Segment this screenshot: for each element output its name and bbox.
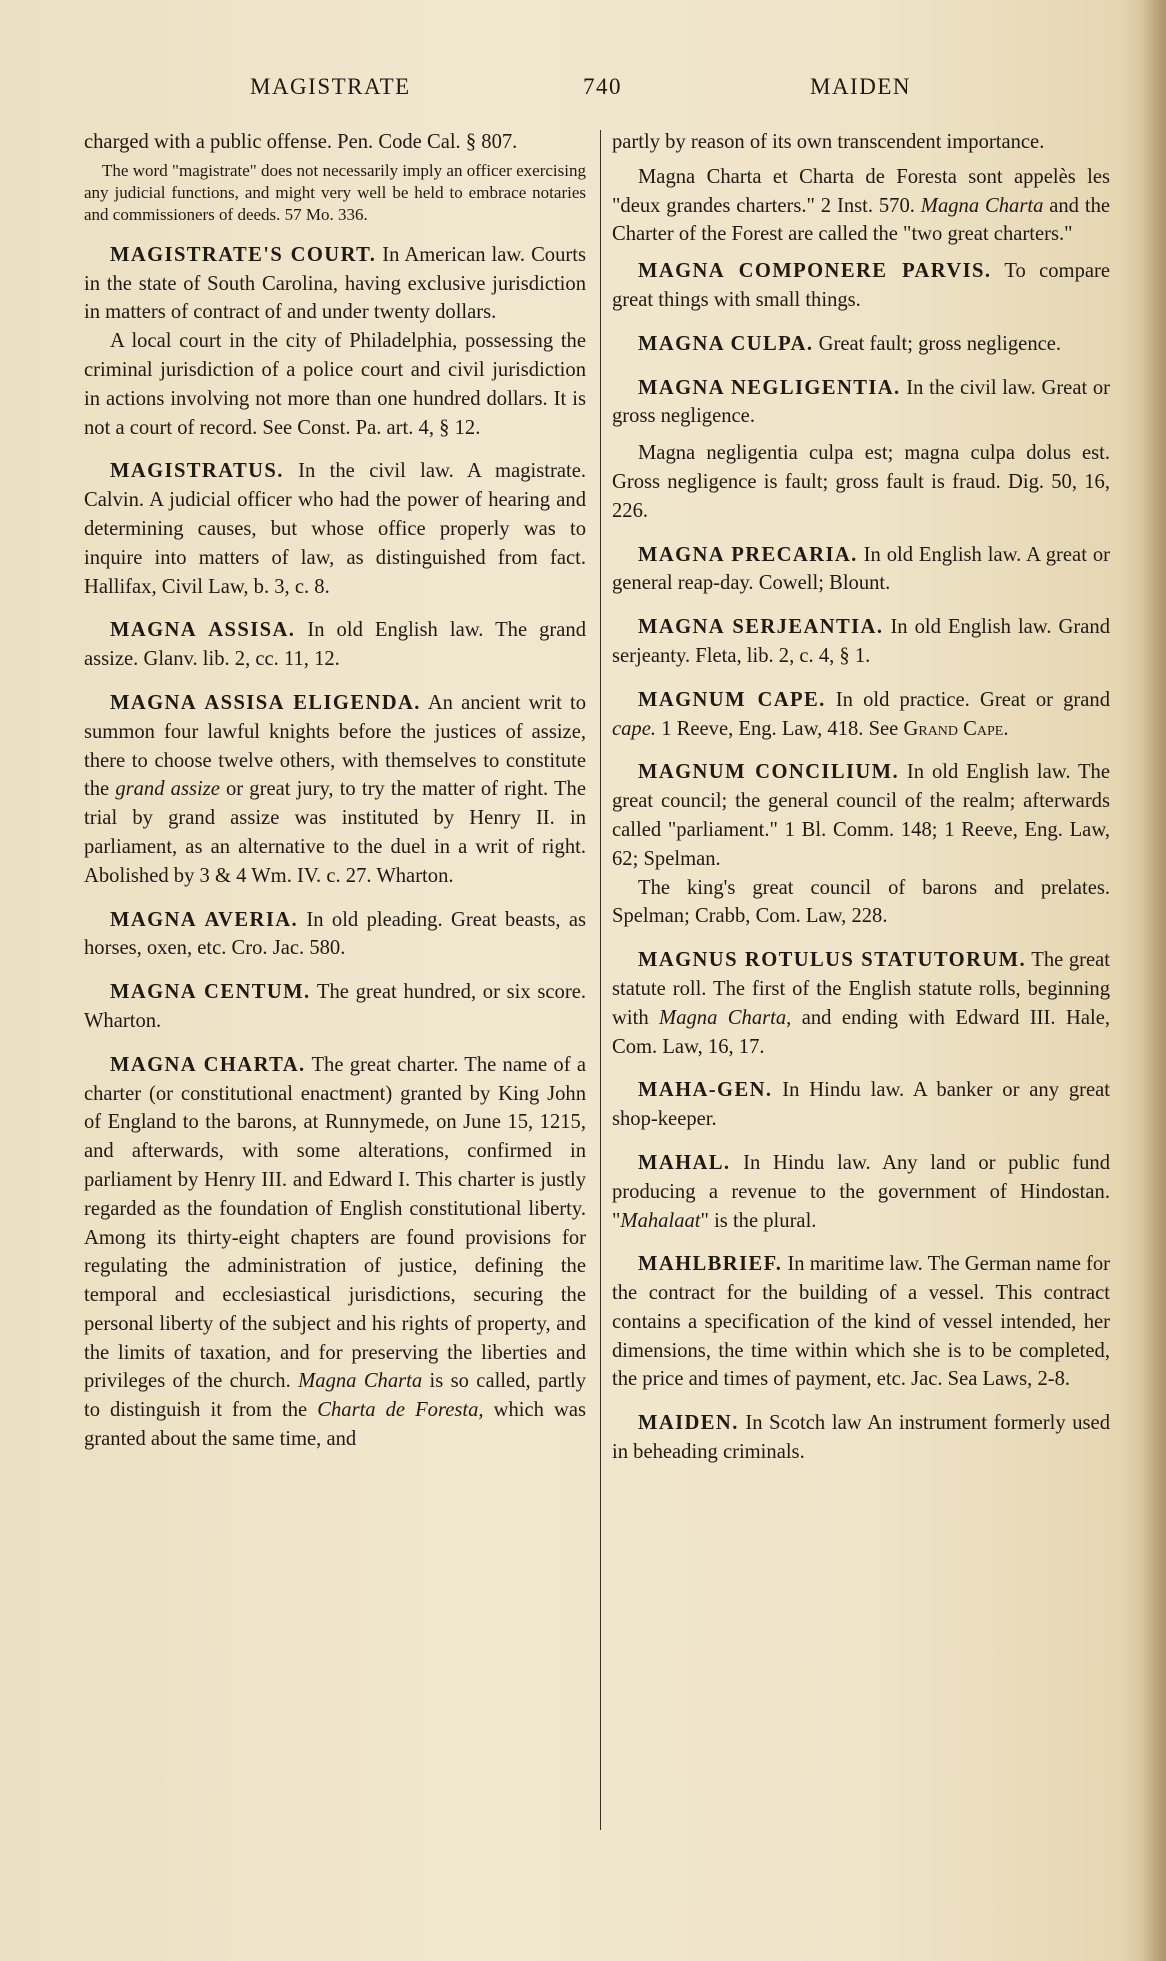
definition-cont: " is the plural. (700, 1209, 817, 1232)
entry-magna-serjeantia (612, 613, 1110, 671)
headword: MAGNA CULPA. (638, 332, 814, 355)
definition: In Hindu law. A banker or any great shop-keeper. (612, 1079, 1110, 1131)
definition-cont: or great jury, to try the matter of right. The trial by grand assize was instituted by Henry II. in parliament, as an alternative to the duel in a writ of right. Abolished by 3 & 4 Wm. IV. c. 27. Wharton. (84, 778, 586, 887)
right-column (612, 128, 1110, 1482)
definition-para: A local court in the city of Philadelphia, possessing the criminal jurisdiction of a police court and civil jurisdiction in actions involving not more than one hundred dollars. It is not a court of record. See Const. Pa. art. 4, § 12. (84, 330, 586, 439)
headword: MAGNA AVERIA. (110, 908, 299, 931)
definition-cont: and ending with Edward III. Hale, Com. Law, 16, 17. (612, 1006, 1110, 1058)
definition: An ancient writ to summon four lawful knights before the justices of assize, there to choose twelve others, with themselves to constitute the (84, 691, 586, 801)
headword: MAGNA PRECARIA. (638, 543, 858, 566)
headword: MAGNA CENTUM. (110, 981, 311, 1004)
running-head-left: MAGISTRATE (250, 74, 411, 99)
headword: MAGNA NEGLIGENTIA. (638, 376, 901, 399)
headword: MAGISTRATE'S COURT. (110, 243, 377, 266)
definition: In old pleading. Great beasts, as horses, oxen, etc. Cro. Jac. 580. (84, 908, 586, 960)
definition: In Scotch law An instrument formerly used in beheading criminals. (612, 1412, 1110, 1464)
entry-magna-assisa (84, 616, 586, 674)
definition: To compare great things with small things. (612, 260, 1111, 311)
page-edge-shadow (1142, 0, 1166, 1961)
left-column (84, 128, 586, 1469)
entry-magnum-cape (612, 686, 1110, 744)
headword: MAGNUM CONCILIUM. (638, 761, 900, 784)
entry-magnum-concilium (612, 758, 1110, 931)
note-text: The word "magistrate" does not necessarily imply an officer exercising any judicial functions, and might very well be held to embrace notaries and commissioners of deeds. 57 Mo. 336. (84, 160, 586, 224)
cross-reference: Grand Cape. (903, 717, 1009, 740)
definition-cont: is so called, partly to distinguish it from the (84, 1370, 586, 1422)
definition-italic: Charta de Foresta, (317, 1399, 484, 1422)
entry-magna-charta (84, 1051, 586, 1454)
headword: MAGISTRATUS. (110, 460, 284, 483)
entry-magnus-rotulus-statutorum (612, 946, 1110, 1061)
entry-magna-precaria (612, 541, 1110, 599)
column-divider (600, 130, 601, 1830)
definition-italic: Mahalaat (620, 1209, 701, 1232)
definition: In American law. Courts in the state of South Carolina, having exclusive jurisdiction in matters of contract of and under twenty dollars. (84, 243, 586, 324)
continued-text: charged with a public offense. Pen. Code Cal. § 807. (84, 131, 518, 153)
headword: MAGNUS ROTULUS STATUTORUM. (638, 949, 1026, 972)
entry-maha-gen (612, 1076, 1110, 1134)
headword: MAGNA CHARTA. (110, 1053, 306, 1076)
continued-italic: Magna Charta (920, 194, 1044, 217)
headword: MAHA-GEN. (638, 1079, 773, 1102)
definition: In old English law. A great or general reap-day. Cowell; Blount. (612, 543, 1110, 595)
definition: In old English law. Grand serjeanty. Fleta, lib. 2, c. 4, § 1. (612, 616, 1110, 667)
headword: MAHLBRIEF. (638, 1253, 783, 1276)
definition-italic: grand assize (115, 778, 220, 801)
headword: MAGNUM CAPE. (638, 688, 826, 711)
page-number: 740 (583, 74, 622, 99)
definition: In old practice. Great or grand (835, 688, 1110, 711)
definition: The great charter. The name of a charter (or constitutional enactment) granted by King John of England to the barons, at Runnymede, on June 15, 1215, and afterwards, with some alterations, confirmed in parliament by Henry III. and Edward I. This charter is justly regarded as the foundation of English constitutional liberty. Among its thirty-eight chapters are found provisions for regulating the administration of justice, defining the temporal and ecclesiastical jurisdictions, securing the personal liberty of the subject and his rights of property, and the limits of taxation, and for preserving the liberties and privileges of the church. (84, 1053, 586, 1393)
continued-text: partly by reason of its own transcendent importance. (612, 131, 1045, 153)
definition: In old English law. The great council; the general council of the realm; afterwards called "parliament." 1 Bl. Comm. 148; 1 Reeve, Eng. Law, 62; Spelman. (612, 761, 1110, 870)
definition: Great fault; gross negligence. (818, 332, 1062, 355)
entry-magna-componere-parvis (612, 257, 1110, 315)
entry-magna-negligentia (612, 374, 1110, 526)
headword: MAGNA SERJEANTIA. (638, 616, 884, 639)
entry-mahlbrief (612, 1250, 1110, 1394)
definition: In the civil law. A magistrate. Calvin. A judicial officer who had the power of hearing and determining causes, but whose office properly was to inquire into matters of law, as distinguished from fact. Hallifax, Civil Law, b. 3, c. 8. (84, 460, 586, 598)
entry-magna-culpa (612, 330, 1110, 359)
headword: MAHAL. (638, 1151, 731, 1174)
continued-para-cont: and the Charter of the Forest are called the "two great charters." (612, 194, 1111, 246)
entry-magna-assisa-eligenda (84, 689, 586, 891)
headword: MAGNA COMPONERE PARVIS. (638, 260, 992, 283)
entry-magna-centum (84, 978, 586, 1036)
definition-cont: 1 Reeve, Eng. Law, 418. See (661, 717, 899, 740)
definition-italic: Magna Charta (298, 1370, 423, 1393)
entry-magna-averia (84, 906, 586, 964)
continued-entry (612, 128, 1110, 249)
entry-mahal (612, 1149, 1110, 1235)
headword: MAGNA ASSISA. (110, 619, 296, 642)
entry-magistrates-court (84, 241, 586, 443)
headword: MAIDEN. (638, 1412, 739, 1435)
definition: In the civil law. Great or gross negligence. (612, 376, 1111, 428)
entry-maiden (612, 1409, 1110, 1467)
headword: MAGNA ASSISA ELIGENDA. (110, 691, 421, 714)
definition-para: Magna negligentia culpa est; magna culpa dolus est. Gross negligence is fault; gross fault is fraud. Dig. 50, 16, 226. (612, 442, 1110, 522)
definition: The great statute roll. The first of the English statute rolls, beginning with (612, 949, 1111, 1029)
definition: In maritime law. The German name for the contract for the building of a vessel. This contract contains a specification of the kind of vessel intended, her dimensions, the time within which she is to be completed, the price and times of payment, etc. Jac. Sea Laws, 2-8. (612, 1253, 1111, 1391)
definition-italic: cape. (612, 717, 657, 740)
definition-italic: Magna Charta, (659, 1006, 792, 1029)
running-head-right: MAIDEN (810, 74, 911, 99)
definition: In Hindu law. Any land or public fund producing a revenue to the government of Hindostan. " (612, 1151, 1111, 1232)
continued-para: Magna Charta et Charta de Foresta sont appelès les "deux grandes charters." 2 Inst. 570. (612, 165, 1110, 217)
definition-cont: which was granted about the same time, and (84, 1399, 586, 1451)
definition: The great hundred, or six score. Wharton. (84, 981, 586, 1032)
entry-magistratus (84, 457, 586, 601)
definition: In old English law. The grand assize. Glanv. lib. 2, cc. 11, 12. (84, 619, 587, 671)
definition-para: The king's great council of barons and prelates. Spelman; Crabb, Com. Law, 228. (612, 876, 1110, 928)
